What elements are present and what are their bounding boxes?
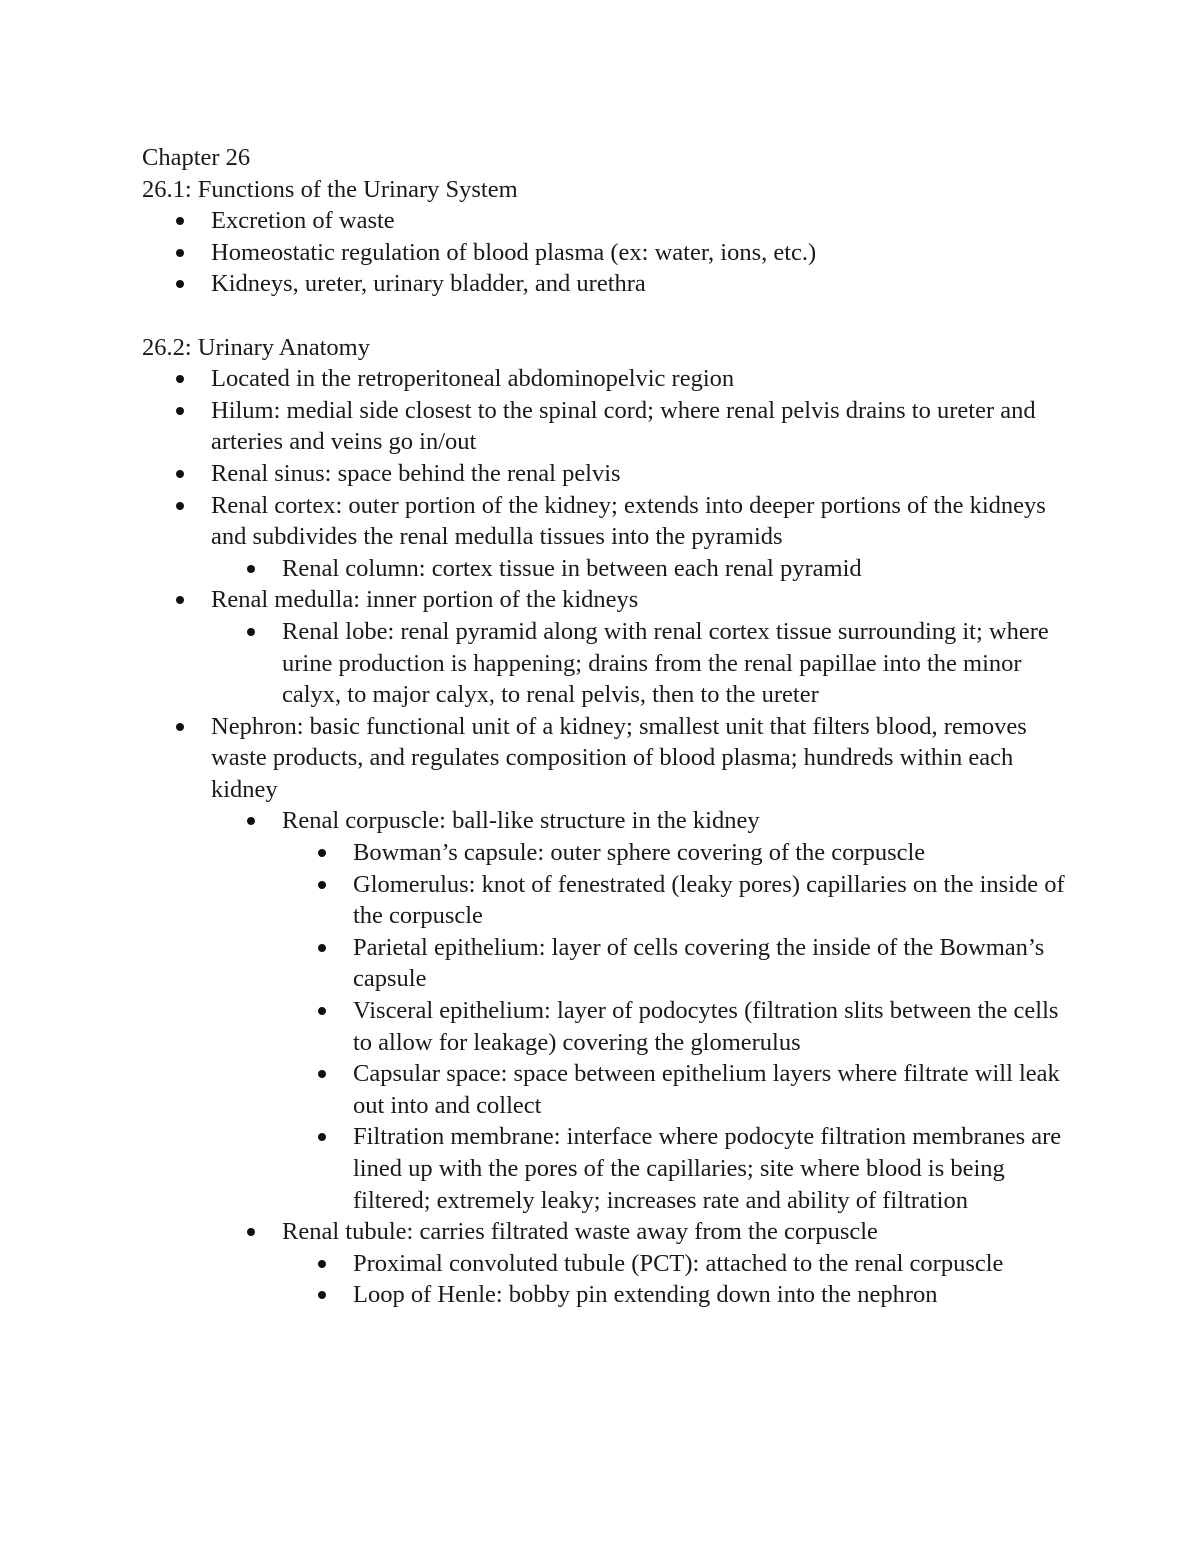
list-item: Bowman’s capsule: outer sphere covering of the corpuscle bbox=[282, 837, 1082, 869]
chapter-title: Chapter 26 bbox=[142, 144, 251, 171]
bullet-icon bbox=[176, 217, 184, 225]
list-item: Renal medulla: inner portion of the kidneys Renal lobe: renal pyramid along with renal cortex tissue surrounding it; where urine production is happening; drains from the renal papillae into the minor calyx, to major calyx, to renal pelvis, then to the ureter bbox=[142, 584, 1082, 710]
list-item: Renal corpuscle: ball-like structure in the kidney Bowman’s capsule: outer sphere covering of the corpuscle Glomerulus: knot of fenestrated (leaky pores) capillaries on the inside of the corpuscle Parietal epithelium: layer of cells covering the inside of the Bowman’s capsule Visceral epithelium: layer of podocytes (filtration slits between the cells to allow for leakage) covering the glomerulus Capsular space: space between epithelium layers where filtrate will leak out into and collect Filtration membrane: interface where podocyte filtration membranes are lined up with the pores of the capillaries; site where blood is being filtered; extremely leaky; increases rate and ability of filtration bbox=[211, 805, 1082, 1216]
list-item: Renal sinus: space behind the renal pelvis bbox=[142, 458, 1082, 490]
section-spacer bbox=[142, 300, 1082, 332]
list-item: Renal cortex: outer portion of the kidney; extends into deeper portions of the kidneys and subdivides the renal medulla tissues into the pyramids Renal column: cortex tissue in between each renal pyramid bbox=[142, 490, 1082, 585]
bullet-icon bbox=[318, 1291, 326, 1299]
bullet-icon bbox=[318, 1070, 326, 1078]
section-heading-26-1: 26.1: Functions of the Urinary System bbox=[142, 175, 518, 203]
bullet-icon bbox=[247, 628, 255, 636]
bullet-icon bbox=[176, 375, 184, 383]
bullet-icon bbox=[176, 723, 184, 731]
list-item: Capsular space: space between epithelium layers where filtrate will leak out into and collect bbox=[282, 1058, 1082, 1121]
bullet-icon bbox=[176, 249, 184, 257]
list-item: Proximal convoluted tubule (PCT): attached to the renal corpuscle bbox=[282, 1248, 1082, 1280]
sublist bbox=[282, 837, 1082, 1216]
bullet-icon bbox=[176, 407, 184, 415]
bullet-icon bbox=[176, 470, 184, 478]
bullet-icon bbox=[247, 1228, 255, 1236]
list-item: Nephron: basic functional unit of a kidney; smallest unit that filters blood, removes waste products, and regulates composition of blood plasma; hundreds within each kidney Renal corpuscle: ball-like structure in the kidney Bowman’s capsule: outer sphere covering of the corpuscle Glomerulus: knot of fenestrated (leaky pores) capillaries on the inside of the corpuscle Parietal epithelium: layer of cells covering the inside of the Bowman’s capsule Visceral epithelium: layer of podocytes (filtration slits between the cells to allow for leakage) covering the glomerulus Capsular space: space between epithelium layers where filtrate will leak out into and collect Filtration membrane: interface where podocyte filtration membranes are lined up with the pores of the capillaries; site where blood is being filtered; extremely leaky; increases rate and ability of filtration Renal tubule: carries filtrated waste away from the corpuscle Proximal convoluted tubule (PCT): attached to the renal corpuscle Loop of Henle: bobby pin extending down into the nephron bbox=[142, 711, 1082, 1311]
document-page bbox=[142, 142, 1082, 1311]
list-item: Hilum: medial side closest to the spinal cord; where renal pelvis drains to ureter and arteries and veins go in/out bbox=[142, 395, 1082, 458]
list-item: Renal lobe: renal pyramid along with renal cortex tissue surrounding it; where urine production is happening; drains from the renal papillae into the minor calyx, to major calyx, to renal pelvis, then to the ureter bbox=[211, 616, 1082, 711]
section-heading-26-2: 26.2: Urinary Anatomy bbox=[142, 333, 370, 361]
bullet-icon bbox=[176, 502, 184, 510]
sublist bbox=[211, 553, 1082, 585]
bullet-icon bbox=[247, 565, 255, 573]
bullet-icon bbox=[176, 280, 184, 288]
bullet-icon bbox=[318, 881, 326, 889]
bullet-icon bbox=[247, 817, 255, 825]
list-item: Visceral epithelium: layer of podocytes (filtration slits between the cells to allow for leakage) covering the glomerulus bbox=[282, 995, 1082, 1058]
bullet-icon bbox=[318, 944, 326, 952]
list-item: Excretion of waste bbox=[142, 205, 1082, 237]
section-26-1-list bbox=[142, 205, 1082, 300]
list-item: Kidneys, ureter, urinary bladder, and urethra bbox=[142, 268, 1082, 300]
sublist bbox=[211, 805, 1082, 1311]
bullet-icon bbox=[176, 596, 184, 604]
list-item: Homeostatic regulation of blood plasma (ex: water, ions, etc.) bbox=[142, 237, 1082, 269]
list-item: Located in the retroperitoneal abdominopelvic region bbox=[142, 363, 1082, 395]
list-item: Filtration membrane: interface where podocyte filtration membranes are lined up with the pores of the capillaries; site where blood is being filtered; extremely leaky; increases rate and ability of filtration bbox=[282, 1121, 1082, 1216]
section-26-2-list bbox=[142, 363, 1082, 1311]
list-item: Parietal epithelium: layer of cells covering the inside of the Bowman’s capsule bbox=[282, 932, 1082, 995]
bullet-icon bbox=[318, 1133, 326, 1141]
bullet-icon bbox=[318, 1007, 326, 1015]
bullet-icon bbox=[318, 1260, 326, 1268]
list-item: Renal tubule: carries filtrated waste away from the corpuscle Proximal convoluted tubule (PCT): attached to the renal corpuscle Loop of Henle: bobby pin extending down into the nephron bbox=[211, 1216, 1082, 1311]
list-item: Glomerulus: knot of fenestrated (leaky pores) capillaries on the inside of the corpuscle bbox=[282, 869, 1082, 932]
sublist bbox=[211, 616, 1082, 711]
list-item: Renal column: cortex tissue in between each renal pyramid bbox=[211, 553, 1082, 585]
sublist bbox=[282, 1248, 1082, 1311]
bullet-icon bbox=[318, 849, 326, 857]
list-item: Loop of Henle: bobby pin extending down into the nephron bbox=[282, 1279, 1082, 1311]
